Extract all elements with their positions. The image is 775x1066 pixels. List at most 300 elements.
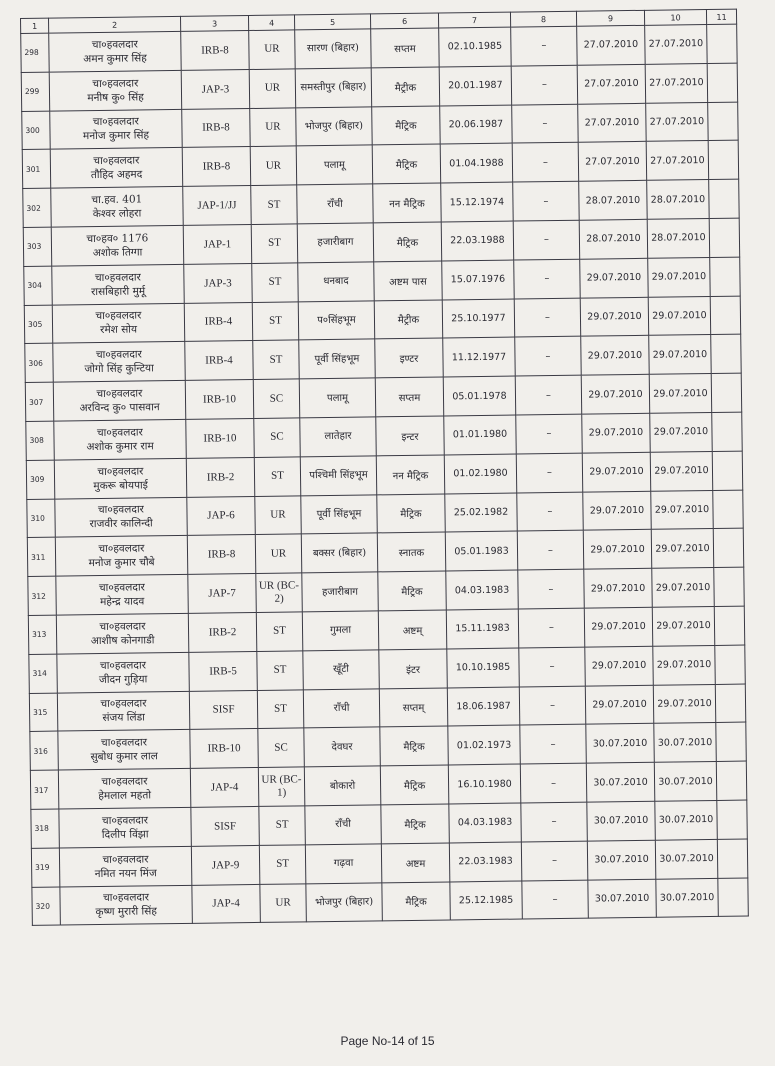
district: राँची [305,805,382,845]
serial-number: 312 [28,576,57,615]
rank-name-cell [49,70,181,111]
column-8-value: – [521,802,588,842]
column-header: 7 [438,12,510,28]
column-11-empty [718,878,749,917]
rank: चा०हवलदार [93,154,140,168]
column-header: 2 [49,16,181,33]
date-of-birth: 01.02.1973 [448,725,521,765]
district: लातेहार [300,417,377,457]
category: UR [250,146,297,185]
serial-number: 309 [26,460,55,499]
unit: JAP-9 [191,845,260,885]
person-name: तौहिद अहमद [90,168,143,182]
person-name: महेन्द्र यादव [99,595,145,609]
column-11-empty [715,684,746,723]
column-9-date: 30.07.2010 [586,762,655,802]
personnel-table [20,9,749,927]
unit: IRB-10 [186,418,255,458]
rank-name-cell [57,652,189,693]
column-9-date: 29.07.2010 [585,646,654,686]
person-name: राजवीर कालिन्दी [89,517,153,531]
column-8-value: – [515,375,582,415]
column-8-value: – [511,65,578,105]
column-9-date: 29.07.2010 [585,685,654,725]
person-name: संजय लिंडा [102,711,146,725]
district: भोजपुर (बिहार) [306,882,383,922]
column-header: 8 [510,11,576,27]
date-of-birth: 22.03.1983 [449,842,522,882]
rank: चा०हवलदार [100,697,147,711]
education: मैट्रिक [372,144,441,184]
column-9-date: 29.07.2010 [582,452,651,492]
column-11-empty [711,373,742,412]
column-9-date: 29.07.2010 [581,336,650,376]
column-8-value: – [516,453,583,493]
category: ST [257,651,304,690]
education: अष्टम [381,843,450,883]
district: पश्चिमी सिंहभूम [300,456,377,496]
column-11-empty [716,722,747,761]
column-11-empty [709,179,740,218]
column-11-empty [708,141,739,180]
person-name: रासबिहारी मुर्मू [90,285,146,298]
rank-name-cell [49,31,181,72]
rank-name-cell [56,613,188,654]
district: बोकारो [304,766,381,806]
category: UR (BC-2) [256,573,303,612]
education: मैट्रिक [380,726,449,766]
person-name: हेमलाल महतो [98,789,152,803]
rank: चा०हवलदार [92,77,139,90]
education: मैट्रीक [374,300,443,340]
column-9-date: 29.07.2010 [584,568,653,608]
date-of-birth: 01.02.1980 [444,454,517,494]
column-header: 9 [576,10,644,26]
date-of-birth: 15.07.1976 [442,260,515,300]
column-9-date: 29.07.2010 [581,374,650,414]
district: पलामू [299,378,376,418]
column-9-date: 29.07.2010 [583,491,652,531]
education: नन मैट्रिक [376,455,445,495]
serial-number: 307 [25,382,54,421]
column-10-date: 29.07.2010 [648,257,711,297]
rank: चा०हवलदार [96,426,143,439]
column-10-date: 29.07.2010 [653,684,716,724]
person-name: मनोज कुमार चौबे [88,556,155,570]
unit: IRB-8 [182,108,251,148]
rank: चा.हव. 401 [91,193,143,207]
rank-name-cell [54,458,186,499]
category: ST [251,224,298,263]
serial-number: 311 [27,537,56,576]
column-8-value: – [520,724,587,764]
column-9-date: 28.07.2010 [579,180,648,220]
district: गढ़वा [305,844,382,884]
rank-name-cell [52,264,184,305]
date-of-birth: 25.10.1977 [442,299,515,339]
column-10-date: 27.07.2010 [646,102,709,142]
date-of-birth: 20.06.1987 [440,105,513,145]
rank: चा०हवलदार [92,115,139,129]
district: गुमला [302,611,379,651]
unit: IRB-8 [182,147,251,187]
education: इण्टर [375,338,444,378]
education: सप्तम [371,28,440,68]
column-10-date: 30.07.2010 [656,878,719,918]
category: UR [249,69,296,108]
column-9-date: 29.07.2010 [580,258,649,298]
rank-name-cell [55,536,187,577]
person-name: जोगो सिंह कुन्टिया [84,362,154,376]
column-8-value: – [519,686,586,726]
column-11-empty [707,24,738,63]
category: UR [249,30,296,69]
column-10-date: 27.07.2010 [645,25,708,65]
serial-number: 310 [27,499,56,538]
rank: चा०हवलदार [98,542,145,556]
category: UR [250,107,297,146]
column-10-date: 29.07.2010 [651,490,714,530]
rank: चा०हवलदार [101,814,149,827]
serial-number: 319 [31,848,60,887]
district: हजारीबाग [302,572,379,612]
date-of-birth: 04.03.1983 [449,803,522,843]
column-11-empty [713,528,744,567]
district: भोजपुर (बिहार) [296,106,373,146]
education: अष्टम् [378,610,447,650]
date-of-birth: 01.04.1988 [440,143,513,183]
serial-number: 308 [26,421,55,460]
date-of-birth: 01.01.1980 [444,415,517,455]
category: UR [260,883,307,922]
document-sheet [20,9,749,927]
column-10-date: 27.07.2010 [646,141,709,181]
category: ST [259,806,306,845]
table-row [32,878,748,926]
column-header: 4 [248,15,294,31]
serial-number: 300 [22,111,51,150]
column-9-date: 30.07.2010 [587,840,656,880]
column-8-value: – [511,26,578,66]
person-name: सुबोध कुमार लाल [90,750,158,764]
unit: JAP-1 [183,224,252,264]
column-11-empty [711,334,742,373]
person-name: मुकरू बोयपाई [93,479,148,492]
unit: IRB-8 [181,31,250,71]
column-11-empty [713,490,744,529]
column-8-value: – [518,569,585,609]
column-10-date: 27.07.2010 [645,63,708,103]
rank-name-cell [60,885,192,926]
unit: IRB-5 [189,651,258,691]
district: समस्तीपुर (बिहार) [295,68,372,108]
rank: चा०हवलदार [100,736,148,750]
column-header: 1 [21,18,49,33]
serial-number: 317 [30,770,59,809]
column-8-value: – [518,608,585,648]
education: मैट्रिक [373,222,442,262]
column-9-date: 30.07.2010 [587,801,656,841]
unit: IRB-4 [185,341,254,381]
unit: JAP-6 [187,496,256,536]
education: मैट्रिक [378,571,447,611]
column-9-date: 30.07.2010 [588,879,657,919]
education: स्नातक [377,532,446,572]
rank-name-cell [57,691,189,732]
column-10-date: 28.07.2010 [647,218,710,258]
column-8-value: – [512,143,579,183]
page-footer: Page No-14 of 15 [340,1034,435,1048]
education: मैट्रिक [381,804,450,844]
unit: SISF [189,690,258,730]
person-name: अरविन्द कु० पासवान [79,401,160,415]
rank-name-cell [54,419,186,460]
column-8-value: – [514,259,581,299]
rank-name-cell [59,807,191,848]
category: UR [255,495,302,534]
rank: चा०हवलदार [99,659,147,672]
column-9-date: 29.07.2010 [582,413,651,453]
column-header: 11 [706,9,736,24]
column-11-empty [714,567,745,606]
unit: IRB-2 [186,457,255,497]
person-name: अशोक कुमार राम [86,440,154,454]
date-of-birth: 22.03.1988 [441,221,514,261]
column-8-value: – [522,880,589,920]
serial-number: 304 [24,266,53,305]
column-10-date: 30.07.2010 [654,723,717,763]
person-name: रमेश सोय [100,323,138,337]
date-of-birth: 05.01.1978 [443,376,516,416]
column-8-value: – [514,298,581,338]
rank: चा०हवलदार [102,891,150,905]
unit: JAP-3 [181,69,250,109]
education: नन मैट्रिक [373,183,442,223]
rank-name-cell [50,109,182,150]
serial-number: 313 [28,615,57,654]
column-10-date: 29.07.2010 [653,645,716,685]
education: सप्तम् [379,688,448,728]
category: ST [254,457,301,496]
date-of-birth: 25.12.1985 [450,881,523,921]
column-9-date: 27.07.2010 [578,142,647,182]
column-10-date: 29.07.2010 [650,412,713,452]
column-11-empty [712,412,743,451]
column-8-value: – [513,181,580,221]
serial-number: 298 [21,33,50,72]
rank: चा०हवलदार [91,38,138,51]
column-10-date: 29.07.2010 [648,296,711,336]
column-11-empty [708,102,739,141]
district: खूँटी [303,650,380,690]
district: देवघर [304,727,381,767]
column-10-date: 29.07.2010 [652,568,715,608]
column-9-date: 27.07.2010 [577,25,646,65]
category: ST [253,340,300,379]
rank: चा०हवलदार [98,581,146,595]
rank-name-cell [53,381,185,422]
column-11-empty [710,257,741,296]
unit: JAP-3 [184,263,253,303]
serial-number: 303 [23,227,52,266]
unit: IRB-8 [187,535,256,575]
rank: चा०हवलदार [99,620,146,633]
column-8-value: – [517,531,584,571]
category: SC [253,379,300,418]
district: राँची [297,184,374,224]
district: बक्सर (बिहार) [301,533,378,573]
rank-name-cell [56,575,188,616]
rank-name-cell [53,342,185,383]
rank: चा०हवलदार [94,271,141,284]
column-8-value: – [519,647,586,687]
rank: चा०हवलदार [102,853,149,866]
column-9-date: 29.07.2010 [580,297,649,337]
education: मैट्रिक [372,106,441,146]
serial-number: 318 [31,809,60,848]
person-name: कृष्ण मुरारी सिंह [95,905,157,919]
person-name: अशोक तिग्गा [92,246,143,259]
serial-number: 306 [25,343,54,382]
serial-number: 315 [29,693,58,732]
rank: चा०हव० 1176 [86,232,149,246]
serial-number: 316 [30,731,59,770]
column-9-date: 29.07.2010 [584,607,653,647]
date-of-birth: 15.12.1974 [441,182,514,222]
person-name: आशीष कोनगाडी [90,634,155,647]
column-8-value: – [513,220,580,260]
date-of-birth: 18.06.1987 [447,687,520,727]
category: ST [257,689,304,728]
column-10-date: 29.07.2010 [650,451,713,491]
district: सारण (बिहार) [295,29,372,69]
date-of-birth: 04.03.1983 [446,570,519,610]
column-11-empty [715,645,746,684]
date-of-birth: 05.01.1983 [445,531,518,571]
district: हजारीबाग [297,223,374,263]
unit: IRB-10 [190,729,259,769]
date-of-birth: 20.01.1987 [439,66,512,106]
date-of-birth: 16.10.1980 [448,764,521,804]
education: मैट्रिक [380,765,449,805]
column-8-value: – [517,492,584,532]
column-10-date: 28.07.2010 [647,180,710,220]
rank: चा०हवलदार [101,775,148,789]
rank-name-cell [58,730,190,771]
column-8-value: – [521,841,588,881]
column-11-empty [707,63,738,102]
column-10-date: 30.07.2010 [655,800,718,840]
serial-number: 299 [21,72,50,111]
unit: JAP-4 [192,884,261,924]
table-body [21,9,749,926]
rank-name-cell [50,148,182,189]
column-9-date: 30.07.2010 [586,724,655,764]
serial-number: 305 [24,305,53,344]
category: ST [252,263,299,302]
column-11-empty [717,839,748,878]
column-10-date: 29.07.2010 [651,529,714,569]
column-11-empty [717,800,748,839]
column-8-value: – [515,337,582,377]
date-of-birth: 15.11.1983 [446,609,519,649]
person-name: मनीष कु० सिंह [87,91,144,104]
column-11-empty [709,218,740,257]
education: इंटर [379,649,448,689]
rank-name-cell [51,225,183,266]
serial-number: 314 [29,654,58,693]
date-of-birth: 11.12.1977 [443,337,516,377]
district: पलामू [296,145,373,185]
rank-name-cell [59,846,191,887]
unit: SISF [191,806,260,846]
education: मैट्रीक [371,67,440,107]
education: मैट्रिक [382,881,451,921]
column-header: 10 [644,10,706,26]
date-of-birth: 25.02.1982 [445,493,518,533]
column-8-value: – [520,763,587,803]
column-9-date: 27.07.2010 [578,103,647,143]
unit: IRB-10 [185,380,254,420]
person-name: अमन कुमार सिंह [83,52,147,66]
column-8-value: – [512,104,579,144]
column-10-date: 29.07.2010 [652,606,715,646]
district: धनबाद [298,262,375,302]
column-8-value: – [516,414,583,454]
person-name: नमित नयन मिंज [94,866,157,880]
category: UR (BC-1) [258,767,305,806]
rank: चा०हवलदार [95,309,142,323]
column-10-date: 29.07.2010 [649,374,712,414]
education: मैट्रिक [377,494,446,534]
person-name: मनोज कुमार सिंह [82,129,150,143]
date-of-birth: 02.10.1985 [439,27,512,67]
rank: चा०हवलदार [95,348,142,362]
category: ST [256,612,303,651]
column-9-date: 27.07.2010 [577,64,646,104]
district: पूर्वी सिंहभूम [301,494,378,534]
rank: चा०हवलदार [96,387,143,401]
column-11-empty [710,296,741,335]
person-name: दिलीप विंझा [101,828,149,841]
column-9-date: 29.07.2010 [583,530,652,570]
column-header: 6 [370,13,438,29]
rank: चा०हवलदार [97,503,145,517]
district: पूर्वी सिंहभूम [299,339,376,379]
serial-number: 320 [32,887,61,926]
category: ST [259,845,306,884]
person-name: केश्वर लोहरा [92,207,142,221]
column-10-date: 29.07.2010 [649,335,712,375]
date-of-birth: 10.10.1985 [447,648,520,688]
category: SC [254,418,301,457]
education: सप्तम [375,377,444,417]
category: ST [251,185,298,224]
category: SC [258,728,305,767]
column-11-empty [712,451,743,490]
unit: IRB-4 [184,302,253,342]
rank-name-cell [58,768,190,809]
column-11-empty [716,761,747,800]
rank: चा०हवलदार [97,465,144,478]
unit: JAP-1/JJ [183,186,252,226]
rank-name-cell [51,187,183,228]
column-11-empty [714,606,745,645]
district: प०सिंहभूम [298,300,375,340]
category: UR [255,534,302,573]
column-9-date: 28.07.2010 [579,219,648,259]
unit: IRB-2 [188,612,257,652]
